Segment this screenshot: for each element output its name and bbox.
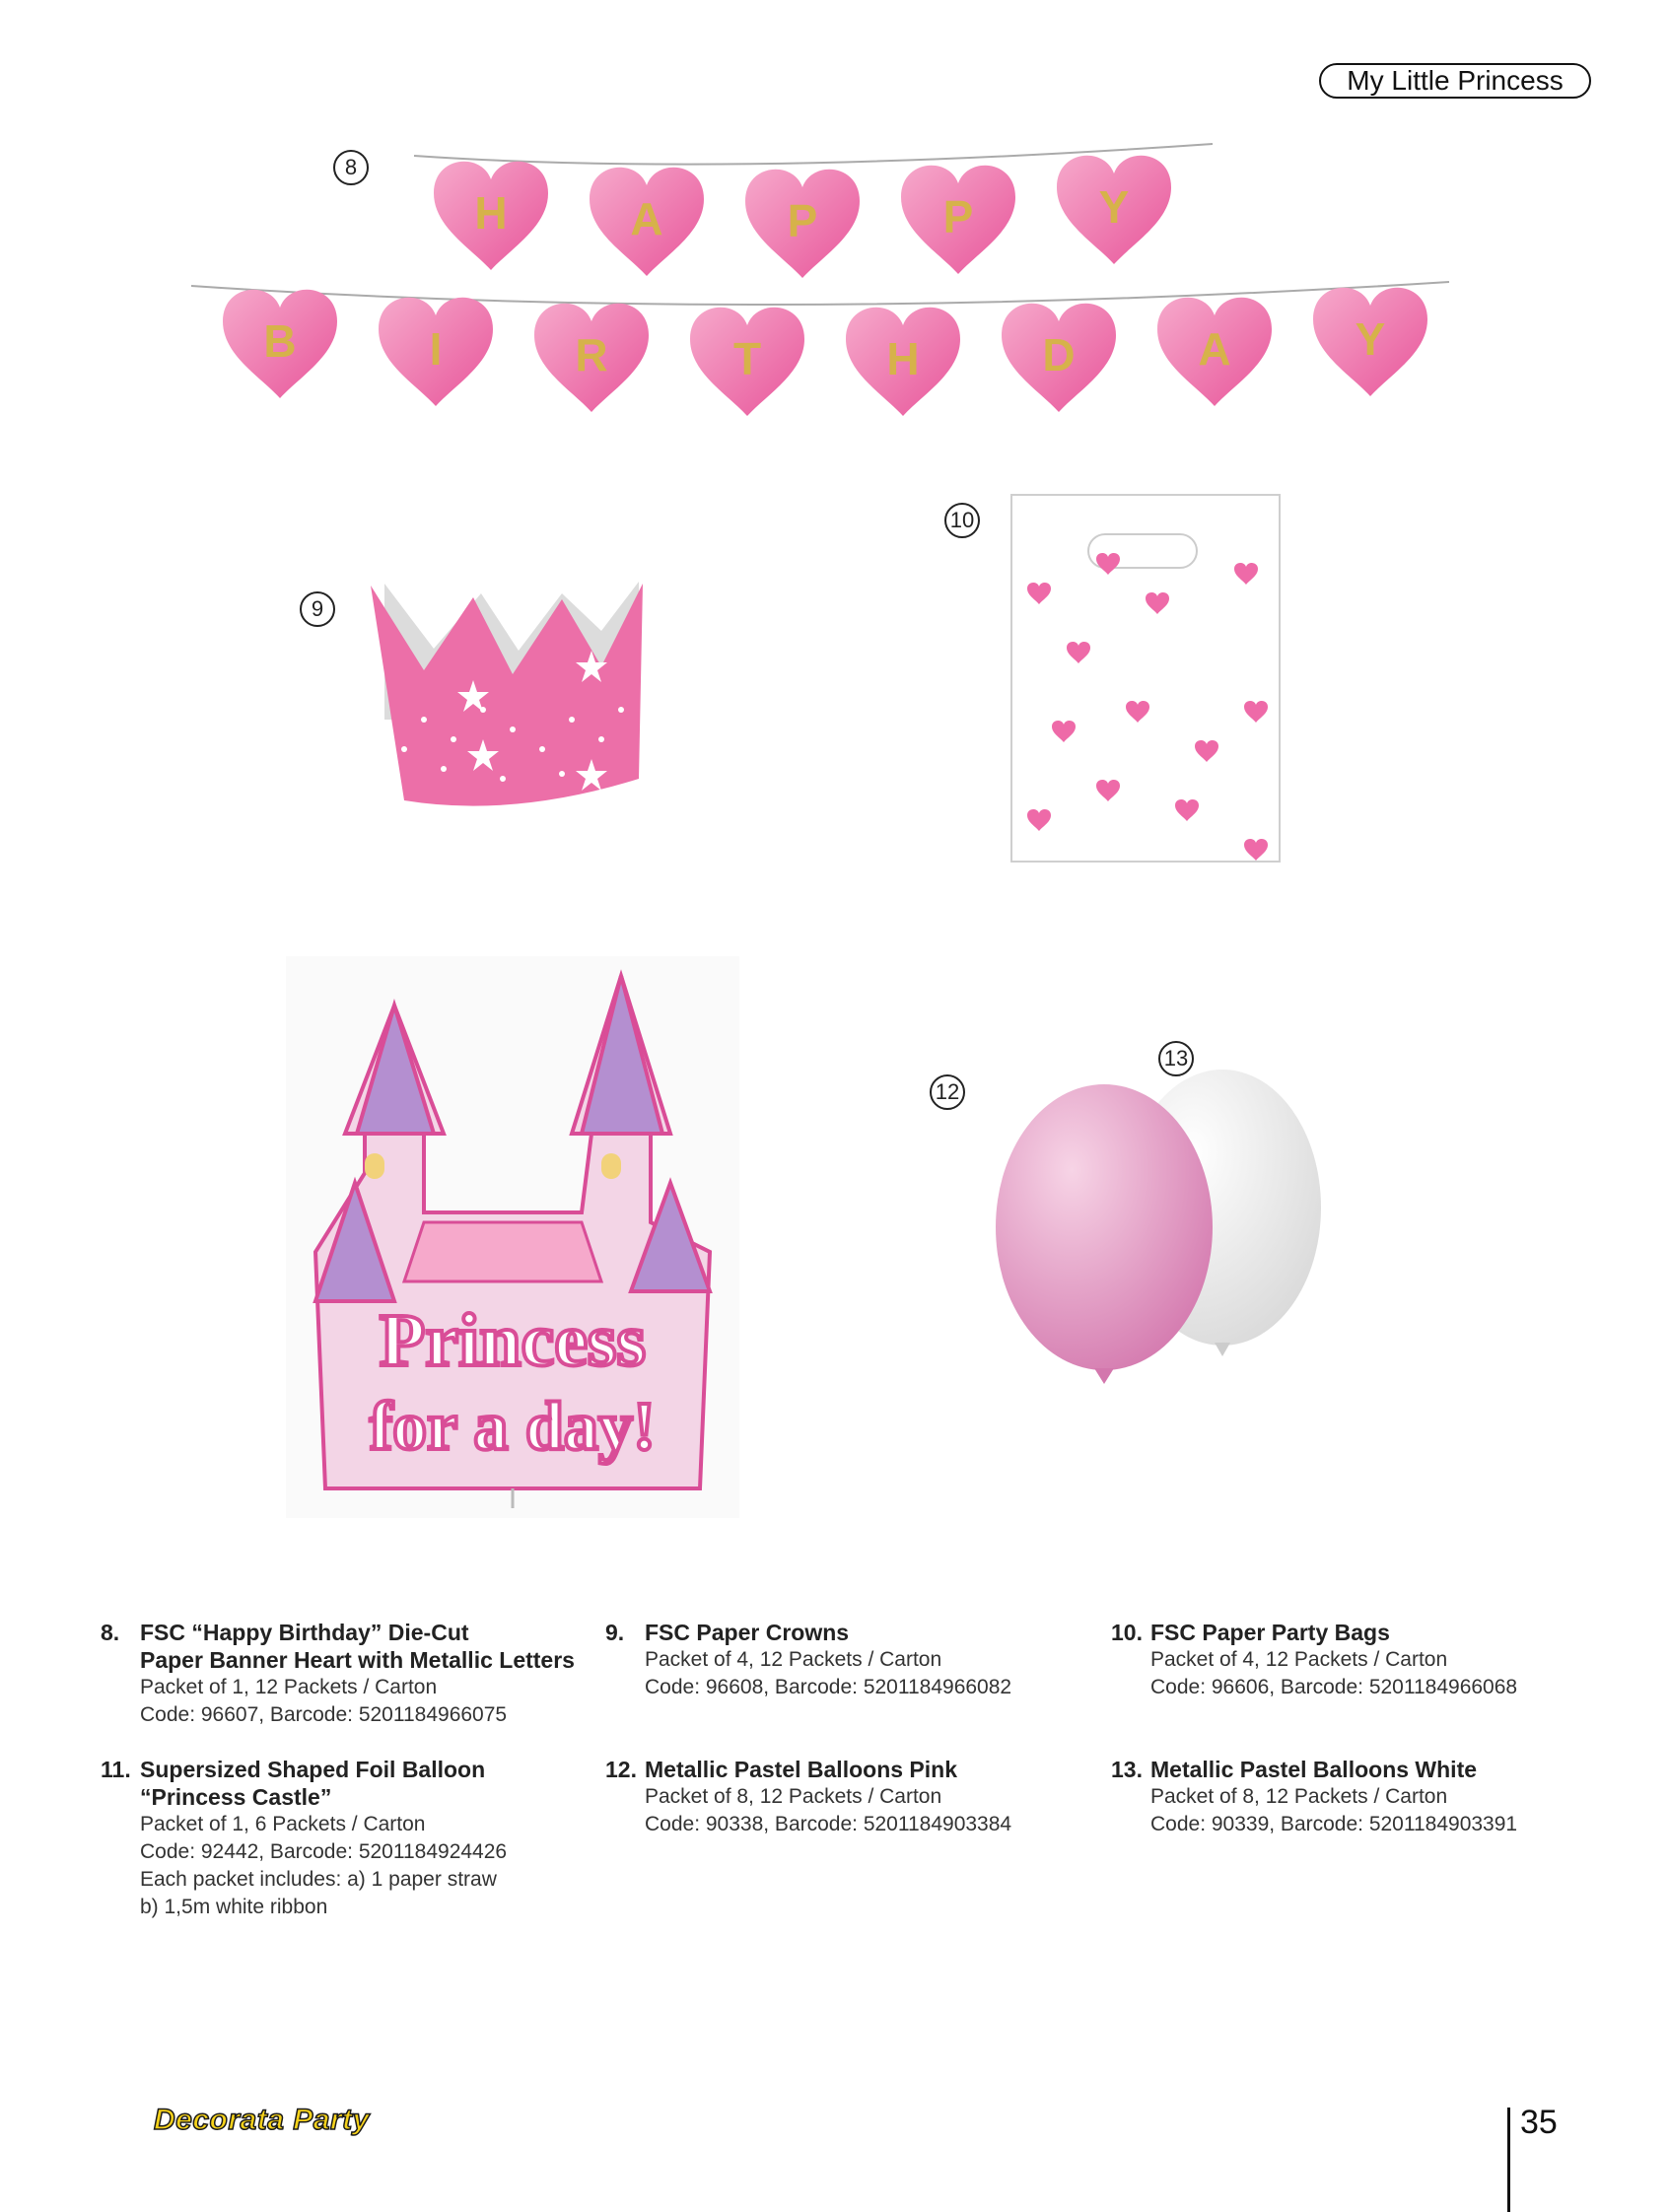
product-number: 10. <box>1111 1620 1143 1645</box>
banner-letter: P <box>942 191 974 242</box>
product-number: 11. <box>101 1757 131 1782</box>
product-title: FSC “Happy Birthday” Die-Cut <box>140 1620 469 1645</box>
banner-heart <box>901 166 1015 274</box>
paper-crown-image <box>365 572 651 818</box>
packet-info: Packet of 1, 12 Packets / Carton <box>140 1676 438 1698</box>
castle-text-line2: for a day! <box>369 1389 657 1465</box>
item-marker-12: 12 <box>930 1074 965 1110</box>
banner-letter: D <box>1042 329 1076 380</box>
banner-heart <box>1313 288 1427 396</box>
banner-heart <box>690 308 804 416</box>
product-title: Metallic Pastel Balloons White <box>1150 1757 1478 1782</box>
banner-heart <box>846 308 960 416</box>
packet-info: Packet of 8, 12 Packets / Carton <box>1150 1785 1448 1808</box>
product-number: 9. <box>605 1620 625 1645</box>
banner-heart <box>434 162 548 270</box>
section-title: My Little Princess <box>1319 63 1591 99</box>
pink-balloon <box>996 1084 1213 1370</box>
item-marker-8: 8 <box>333 150 369 185</box>
banner-heart <box>1002 304 1116 412</box>
includes-info-2: b) 1,5m white ribbon <box>140 1896 328 1918</box>
item-marker-10: 10 <box>944 503 980 538</box>
code-info: Code: 92442, Barcode: 5201184924426 <box>140 1840 508 1863</box>
product-11 <box>101 1756 507 1921</box>
banner-row-birthday <box>223 288 1427 416</box>
packet-info: Packet of 4, 12 Packets / Carton <box>645 1648 942 1671</box>
banner-letter: A <box>1198 323 1231 375</box>
code-info: Code: 96607, Barcode: 5201184966075 <box>140 1703 508 1726</box>
castle-text-line1: Princess <box>379 1299 647 1382</box>
packet-info: Packet of 4, 12 Packets / Carton <box>1150 1648 1448 1671</box>
banner-letter: H <box>886 333 920 384</box>
item-marker-9: 9 <box>300 591 335 627</box>
product-title: FSC Paper Party Bags <box>1150 1620 1390 1645</box>
item-marker-13: 13 <box>1158 1041 1194 1076</box>
banner-string-bottom <box>191 282 1449 305</box>
code-info: Code: 90339, Barcode: 5201184903391 <box>1150 1813 1518 1835</box>
product-number: 13. <box>1111 1757 1143 1782</box>
product-12 <box>605 1756 1011 1838</box>
product-10 <box>1111 1619 1517 1701</box>
banner-letter: P <box>787 195 818 246</box>
banner-heart <box>590 168 704 276</box>
product-8 <box>101 1619 575 1729</box>
includes-info: Each packet includes: a) 1 paper straw <box>140 1868 497 1891</box>
page-number: 35 <box>1520 2104 1558 2141</box>
banner-letter: T <box>732 333 762 384</box>
party-bag-image <box>1009 493 1286 867</box>
latex-balloons-image <box>937 1055 1410 1449</box>
banner-heart <box>1157 298 1272 406</box>
product-title-line2: “Princess Castle” <box>140 1784 332 1810</box>
banner-row-happy <box>434 156 1171 278</box>
banner-letter: H <box>474 187 508 239</box>
banner-heart <box>745 170 860 278</box>
happy-birthday-banner-image <box>177 128 1459 424</box>
packet-info: Packet of 1, 6 Packets / Carton <box>140 1813 426 1835</box>
product-title: FSC Paper Crowns <box>645 1620 850 1645</box>
banner-letter: A <box>630 193 663 244</box>
packet-info: Packet of 8, 12 Packets / Carton <box>645 1785 942 1808</box>
product-13 <box>1111 1756 1517 1838</box>
princess-castle-balloon-image <box>286 956 739 1518</box>
banner-letter: Y <box>1098 181 1130 233</box>
banner-heart <box>379 298 493 406</box>
banner-heart <box>223 290 337 398</box>
banner-letter: Y <box>1355 313 1386 365</box>
product-title: Metallic Pastel Balloons Pink <box>645 1757 957 1782</box>
product-number: 8. <box>101 1620 120 1645</box>
product-title-line2: Paper Banner Heart with Metallic Letters <box>140 1647 575 1673</box>
banner-letter: I <box>429 323 443 375</box>
product-title: Supersized Shaped Foil Balloon <box>140 1757 486 1782</box>
code-info: Code: 96608, Barcode: 5201184966082 <box>645 1676 1012 1698</box>
banner-heart <box>1057 156 1171 264</box>
banner-heart <box>534 304 649 412</box>
code-info: Code: 90338, Barcode: 5201184903384 <box>645 1813 1012 1835</box>
brand-logo: Decorata Party <box>154 2104 370 2136</box>
product-9 <box>605 1619 1011 1701</box>
banner-letter: B <box>263 315 297 367</box>
code-info: Code: 96606, Barcode: 5201184966068 <box>1150 1676 1518 1698</box>
banner-letter: R <box>575 329 608 380</box>
product-number: 12. <box>605 1757 637 1782</box>
footer-divider <box>1507 2108 1510 2212</box>
